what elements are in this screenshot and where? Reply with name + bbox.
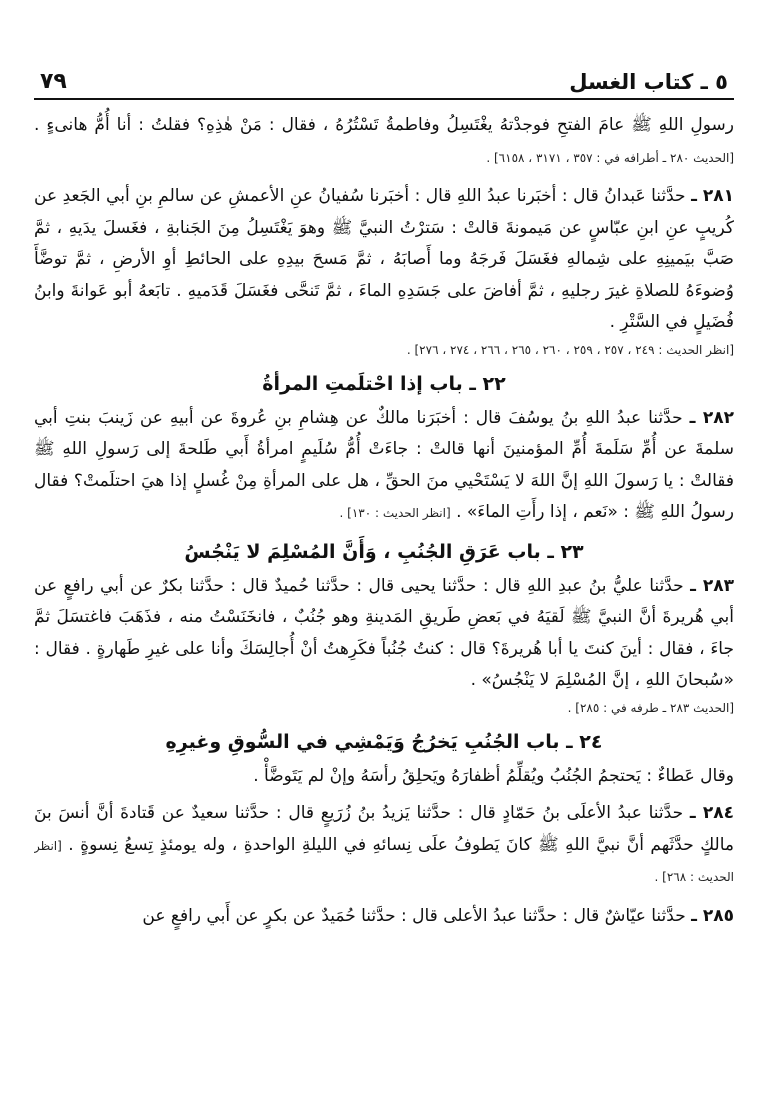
hadith-281-reference: [انظر الحديث : ٢٤٩ ، ٢٥٧ ، ٢٥٩ ، ٢٦٠ ، ٢٦٥ ، ٢٦٦ ، ٢٧٤ ، ٢٧٦] . bbox=[406, 342, 734, 357]
hadith-284-reference: [انظر الحديث : ٢٦٨] . bbox=[34, 838, 734, 884]
hadith-text: حدَّثنا عبدُ اللهِ بنُ يوسُفَ قال : أخبَرَنا مالكٌ عن هِشامِ بنِ عُروةَ عن أبيهِ عن زَينبَ بنتِ أبي سلمةَ عن أُمِّ سَلَمةَ أُمِّ المؤمنينَ أنها قالتْ : جاءَتْ أُمُّ سُلَيمٍ امرأةُ أَبي طَلحةَ إلى رَسولِ اللهِ ﷺ فقالتْ : يا رَسولَ اللهِ إنَّ اللهَ لا يَسْتَحْيي منَ الحقِّ ، هل على المرأةِ مِنْ غُسلٍ إذا هيَ احتلَمتْ؟ فقال رسولُ اللهِ ﷺ : «نَعم ، إذا رأَتِ الماءَ» . bbox=[34, 407, 734, 522]
hadith-number: ٢٨٢ ـ bbox=[689, 407, 734, 428]
hadith-282 bbox=[34, 403, 734, 529]
hadith-283-reference: [الحديث ٢٨٣ ـ طرفه في : ٢٨٥] . bbox=[567, 700, 734, 715]
hadith-281 bbox=[34, 181, 734, 339]
hadith-number: ٢٨٣ ـ bbox=[690, 575, 734, 596]
ata-note: وقال عَطاءٌ : يَحتجمُ الجُنُبُ ويُقلِّمُ أظفارَهُ ويَحلِقُ رأسَهُ وإنْ لم يَتَوضَّأْ . bbox=[253, 765, 734, 786]
chapter-title: ٥ ـ كتاب الغسل bbox=[569, 70, 728, 94]
hadith-285 bbox=[34, 901, 734, 933]
page-header bbox=[34, 52, 734, 94]
hadith-number: ٢٨٤ ـ bbox=[689, 803, 734, 823]
hadith-text: حدَّثنا عليُّ بنُ عبدِ اللهِ قال : حدَّثنا يحيى قال : حدَّثنا حُميدٌ قال : حدَّثنا بكرٌ عن أبي رافعٍ عن أبي هُريرةَ أنَّ النبيَّ ﷺ لَقيَهُ في بَعضِ طَريقِ المَدينةِ وهو جُنُبٌ ، فانخَنَسْتُ منه ، فذَهَبَ فاغتسَلَ ثمَّ جاءَ ، فقال : أينَ كنتَ يا أبا هُريرةَ؟ قال : كنتُ جُنُباً فكَرِهتُ أنْ أُجالِسَكَ وأنا على غيرِ طَهارةٍ . فقال : «سُبحانَ اللهِ ، إنَّ المُسْلِمَ لا يَنْجُسُ» . bbox=[34, 575, 734, 690]
header-rule bbox=[34, 98, 734, 100]
intro-text: رسولِ اللهِ ﷺ عامَ الفتحِ فوجدْتهُ يغْتَسِلُ وفاطمةُ تَسْتُرُهُ ، فقال : مَنْ هٰذِهِ؟ فقلتُ : أنا أُمُّ هانىءٍ . bbox=[34, 115, 734, 135]
page-number: ٧٩ bbox=[40, 69, 67, 94]
hadith-number: ٢٨٥ ـ bbox=[691, 905, 734, 926]
hadith-text: حدَّثنا عَبدانُ قال : أخبَرنا عبدُ اللهِ قال : أخبَرنا سُفيانُ عنِ الأعمشِ عن سالمِ بنِ أبي الجَعدِ عن كُريبٍ عنِ ابنِ عبّاسٍ عن مَيمونةَ قالتْ : سَترْتُ النبيَّ ﷺ وهوَ يَغْتَسِلُ مِنَ الجَنابةِ ، فغَسلَ يدَيهِ ، ثمَّ صَبَّ بيَمينِهِ على شِمالهِ فغَسَلَ فَرجَهُ وما أَصابَهُ ، ثمَّ مَسحَ بيدِهِ على الحائطِ أوِ الأرضِ ، ثمَّ توضَّأَ وُضوءَهُ للصلاةِ غيرَ رجليهِ ، ثمَّ أفاضَ على جَسَدِهِ الماءَ ، ثمَّ تَنحَّى فغَسَلَ قَدَميهِ . تابَعهُ أبو عَوانةَ وابنُ فُضَيلٍ في السَّتْرِ . bbox=[34, 186, 734, 332]
hadith-282-reference: [انظر الحديث : ١٣٠] . bbox=[339, 506, 451, 520]
book-page bbox=[34, 52, 734, 1082]
hadith-text: حدَّثنا عبدُ الأعلَى بنُ حَمّادٍ قال : حدَّثنا يَزيدُ بنُ زُرَيعٍ قال : حدَّثنا سعيدٌ عن قَتادةَ أنَّ أنسَ بنَ مالكٍ حدَّثَهم أنَّ نبيَّ اللهِ ﷺ كانَ يَطوفُ علَى نِسائهِ في الليلةِ الواحدةِ ، وله يومئذٍ تِسعُ نِسوةٍ . bbox=[34, 803, 734, 855]
hadith-283 bbox=[34, 571, 734, 697]
hadith-284 bbox=[34, 798, 734, 893]
chapter-heading-22: ٢٢ ـ باب إذا احْتلَمتِ المرأةُ bbox=[262, 372, 506, 395]
hadith-text: حدَّثنا عيّاشٌ قال : حدَّثنا عبدُ الأعلى قال : حدَّثنا حُمَيدٌ عن بكرٍ عن أَبي رافعٍ عن bbox=[142, 905, 686, 926]
chapter-heading-24: ٢٤ ـ باب الجُنُبِ يَخرُجُ وَيَمْشِي في السُّوقِ وغيرِهِ bbox=[165, 730, 603, 753]
chapter-heading-23: ٢٣ ـ باب عَرَقِ الجُنُبِ ، وَأَنَّ المُسْلِمَ لا يَنْجُسُ bbox=[184, 540, 584, 563]
intro-reference: [الحديث ٢٨٠ ـ أطرافه في : ٣٥٧ ، ٣١٧١ ، ٦١٥٨] . bbox=[486, 150, 734, 165]
intro-paragraph bbox=[34, 110, 734, 173]
hadith-number: ٢٨١ ـ bbox=[691, 186, 734, 206]
